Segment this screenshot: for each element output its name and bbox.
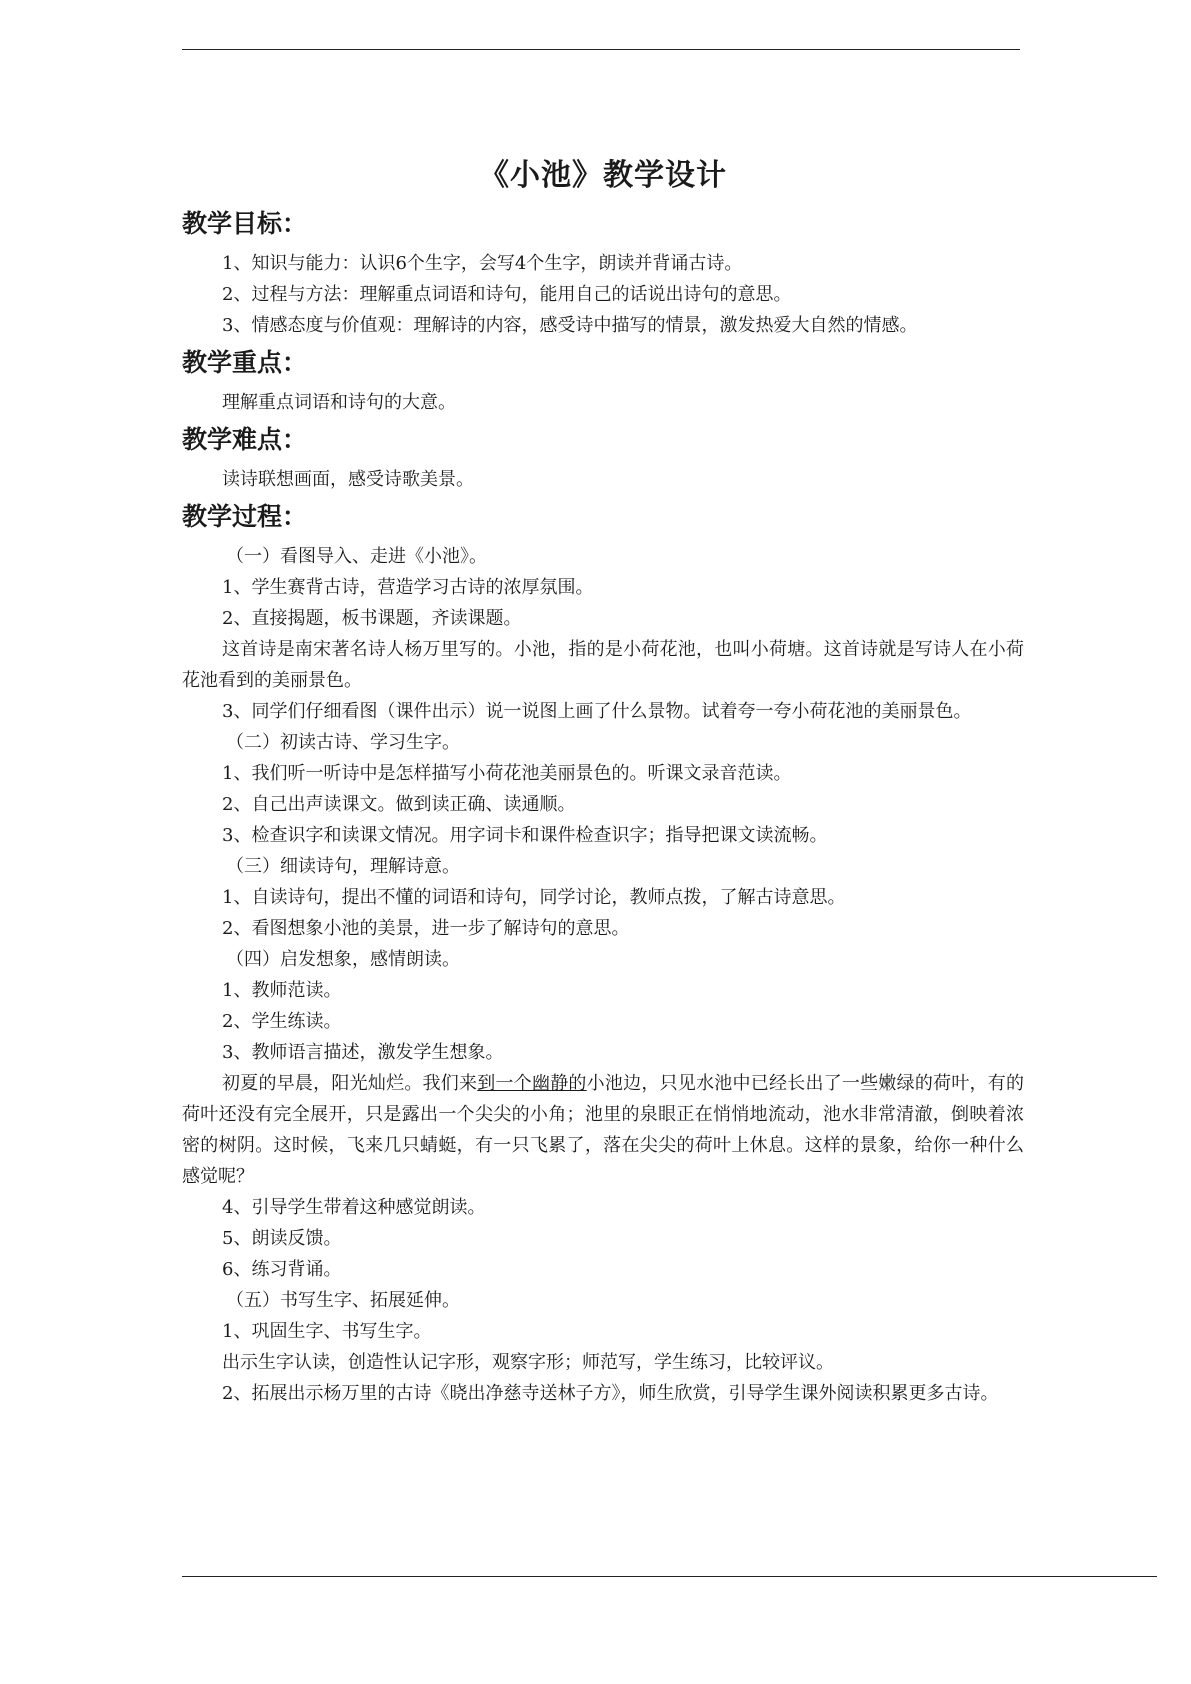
step-paragraph: 3、教师语言描述，激发学生想象。 bbox=[222, 1042, 504, 1063]
step-paragraph: 2、自己出声读课文。做到读正确、读通顺。 bbox=[222, 794, 576, 815]
step-paragraph: 出示生字认读，创造性认记字形，观察字形；师范写，学生练习，比较评议。 bbox=[222, 1352, 834, 1373]
key-points-body bbox=[182, 387, 1024, 418]
step-paragraph: 1、我们听一听诗中是怎样描写小荷花池美丽景色的。听课文录音范读。 bbox=[222, 763, 792, 784]
objective-item: 1、知识与能力：认识6个生字，会写4个生字，朗读并背诵古诗。 bbox=[222, 253, 743, 274]
step-paragraph: 2、看图想象小池的美景，进一步了解诗句的意思。 bbox=[222, 918, 630, 939]
scene-text: 小池边，只见水池中已经长出了一些嫩绿的荷叶，有的荷叶还没有完全展开，只是露出一个尖尖的小角；池里的泉眼正在悄悄地流动，池水非常清澈，倒映着浓密的树阴。这时候，飞来几只蜻蜓，有一只飞累了，落在尖尖的荷叶上休息。这样的景象，给你一种什么感觉呢？ bbox=[182, 1073, 1025, 1187]
step-paragraph: 2、学生练读。 bbox=[222, 1011, 342, 1032]
footer-rule bbox=[182, 1576, 1157, 1577]
step-paragraph: 3、同学们仔细看图（课件出示）说一说图上画了什么景物。试着夸一夸小荷花池的美丽景色。 bbox=[222, 701, 972, 722]
objective-item: 3、情感态度与价值观：理解诗的内容，感受诗中描写的情景，激发热爱大自然的情感。 bbox=[222, 315, 918, 336]
step-paragraph: 这首诗是南宋著名诗人杨万里写的。小池，指的是小荷花池，也叫小荷塘。这首诗就是写诗人在小荷花池看到的美丽景色。 bbox=[182, 639, 1024, 691]
difficulties-body bbox=[182, 464, 1024, 495]
header-rule bbox=[182, 49, 1020, 50]
difficulties-heading: 教学难点： bbox=[182, 425, 308, 454]
step-paragraph: 4、引导学生带着这种感觉朗读。 bbox=[222, 1197, 486, 1218]
step-paragraph: 5、朗读反馈。 bbox=[222, 1228, 342, 1249]
key-points-text: 理解重点词语和诗句的大意。 bbox=[222, 392, 456, 413]
step-title: （二）初读古诗、学习生字。 bbox=[226, 732, 460, 753]
objective-item: 2、过程与方法：理解重点词语和诗句，能用自己的话说出诗句的意思。 bbox=[222, 284, 792, 305]
scene-text: 初夏的早晨，阳光灿烂。我们来 bbox=[222, 1073, 478, 1094]
step-paragraph: 1、巩固生字、书写生字。 bbox=[222, 1321, 432, 1342]
step-paragraph: 2、拓展出示杨万里的古诗《晓出净慈寺送林子方》，师生欣赏，引导学生课外阅读积累更多古诗。 bbox=[222, 1383, 999, 1404]
scene-underlined-text: 到一个幽静的 bbox=[477, 1073, 587, 1094]
step-title: （五）书写生字、拓展延伸。 bbox=[226, 1290, 460, 1311]
step-paragraph: 1、学生赛背古诗，营造学习古诗的浓厚氛围。 bbox=[222, 577, 594, 598]
step-paragraph: 1、教师范读。 bbox=[222, 980, 342, 1001]
step-paragraph: 3、检查识字和读课文情况。用字词卡和课件检查识字；指导把课文读流畅。 bbox=[222, 825, 828, 846]
step-paragraph: 6、练习背诵。 bbox=[222, 1259, 342, 1280]
process-heading: 教学过程： bbox=[182, 502, 308, 531]
objectives-list bbox=[182, 248, 1024, 341]
step-title: （一）看图导入、走进《小池》。 bbox=[226, 546, 487, 567]
step-title: （四）启发想象，感情朗读。 bbox=[226, 949, 460, 970]
key-points-heading: 教学重点： bbox=[182, 348, 308, 377]
objectives-heading: 教学目标： bbox=[182, 209, 308, 238]
step-title: （三）细读诗句，理解诗意。 bbox=[226, 856, 460, 877]
document-title: 《小池》教学设计 bbox=[479, 158, 727, 193]
difficulties-text: 读诗联想画面，感受诗歌美景。 bbox=[222, 469, 474, 490]
scene-description bbox=[182, 1068, 1024, 1192]
step-paragraph: 1、自读诗句，提出不懂的词语和诗句，同学讨论，教师点拨，了解古诗意思。 bbox=[222, 887, 846, 908]
process-body bbox=[182, 541, 1024, 1409]
document-body bbox=[182, 150, 1024, 1413]
step-paragraph: 2、直接揭题，板书课题，齐读课题。 bbox=[222, 608, 522, 629]
